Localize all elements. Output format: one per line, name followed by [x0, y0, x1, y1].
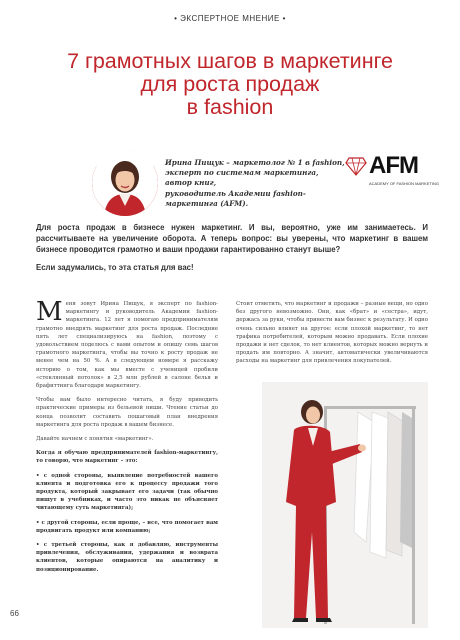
paragraph: Давайте начнем с понятия «маркетинг». — [36, 436, 154, 443]
author-info — [165, 158, 345, 209]
right-column — [236, 300, 428, 366]
paragraph: Чтобы вам было интересно читать, я буду приводить практические примеры из бельевой ниши. Чтение статьи до конца позволит составить пошаговый план внедрения маркетинга для роста продаж в вашем бизнесе. — [36, 397, 218, 428]
title-line: в fashion — [186, 95, 274, 119]
page-number: 66 — [10, 609, 19, 618]
title-line: для роста продаж — [140, 72, 320, 96]
title-line: 7 грамотных шагов в маркетинге — [67, 49, 393, 73]
article-title — [30, 50, 430, 119]
bullet-item: • с другой стороны, если проще, – все, что помогает вам продвигать продукт или компанию; — [36, 519, 218, 534]
intro-text: еня зовут Ирина Пищук, я эксперт по fashion-маркетингу и руководитель Академии fashion-маркетинга. 12 лет я помогаю предпринимателям грамотно внедрять маркетинг для роста продаж. Последние пять лет специализируюсь на fashion, поэтому с удовольствием поделюсь с вами опытом и опишу семь шагов грамотного маркетинга, чтобы вы точно к росту продаж не менее чем на 50 %. А в следующем номере я расскажу историю о том, как мы вместе с ученицей пробили «стеклянный потолок» в 2,5 млн рублей в салоне белья и брафиттинга благодаря маркетингу. — [36, 301, 218, 390]
diamond-icon — [345, 156, 367, 176]
logo-subtitle: ACADEMY OF FASHION MARKETING — [369, 181, 439, 186]
section-kicker: • ЭКСПЕРТНОЕ МНЕНИЕ • — [174, 14, 286, 23]
bullet-item: • с третьей стороны, как я добавляю, инструменты привлечения, обслуживания, удержания и возврата клиентов, которые опираются на аналитику и позиционирование. — [36, 542, 218, 573]
lead-paragraph: Для роста продаж в бизнесе нужен маркетинг. И вы, вероятно, уже им занимаетесь. И рассчитываете на увеличение оборота. А теперь вопрос: вы уверены, что маркетинг в вашем бизнесе проводится грамотно и ваши продажи гарантированно станут выше? — [36, 223, 428, 254]
author-with-clothing-rack-photo — [262, 382, 428, 628]
author-line: руководитель Академии fashion-маркетинга (AFM). — [165, 188, 306, 208]
drop-cap: М — [36, 297, 63, 327]
afm-logo — [345, 152, 439, 198]
paragraph: Стоит отметить, что маркетинг и продажи – разные вещи, но одно без другого невозможно. Они, как «брат» и «сестра», идут, держась за руки, чтобы привести вам бизнес к результату. И одно очень сильно влияет на другое: если плохой маркетинг, то нет трафика потребителей, которым можно продавать. Если плохие продажи и нет сделок, то нет клиентов, которых можно вернуть и продать им повторно. А значит, автоматически увеличиваются расходы на маркетинг для привлечения покупателей. — [236, 301, 428, 365]
bullet-item: • с одной стороны, выявление потребностей вашего клиента и подготовка его к процессу продажи того продукта, который закрывает его задачи (так обычно пишут в учебниках, и часто это никак не объясняет читающему суть маркетинга); — [36, 472, 218, 512]
left-column — [36, 297, 218, 580]
author-photo — [92, 150, 158, 216]
intro-paragraph — [36, 297, 218, 390]
lead-question: Если задумались, то эта статья для вас! — [36, 263, 194, 272]
author-line: Ирина Пищук – маркетолог № 1 в fashion, — [165, 158, 345, 167]
logo-letters: AFM — [369, 152, 418, 179]
author-line: эксперт по системам маркетинга, автор книг, — [165, 168, 319, 188]
paragraph-bold: Когда я обучаю предпринимателей fashion-маркетингу, то говорю, что маркетинг – это: — [36, 450, 218, 465]
